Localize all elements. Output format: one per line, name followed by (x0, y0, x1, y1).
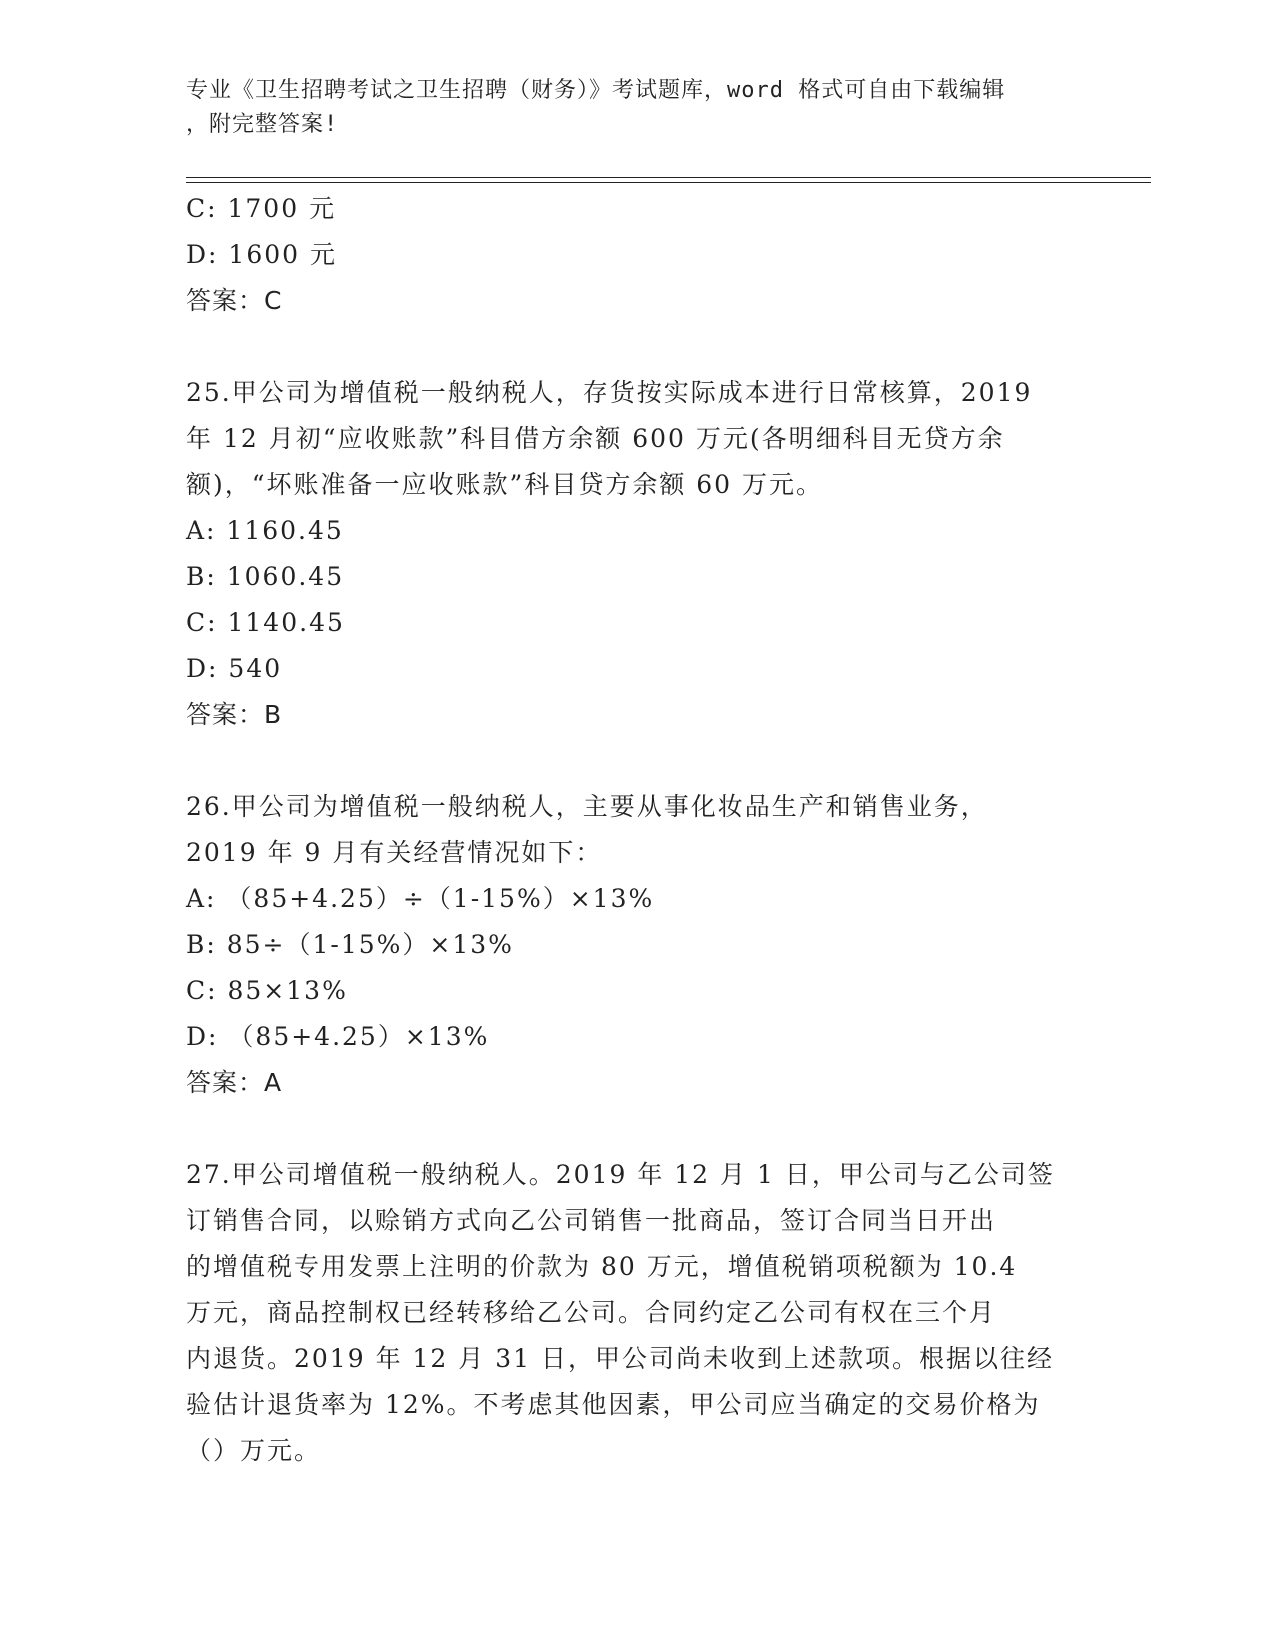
option-b: B: 85÷（1-15%）×13% (186, 930, 514, 959)
question-text-line: 年 12 月初“应收账款”科目借方余额 600 万元(各明细科目无贷方余 (186, 424, 1005, 453)
header-rule-top (186, 177, 1151, 178)
answer-line: 答案：A (186, 1068, 283, 1097)
question-text-line: 验估计退货率为 12%。不考虑其他因素，甲公司应当确定的交易价格为 (186, 1390, 1041, 1419)
question-text-line: 的增值税专用发票上注明的价款为 80 万元，增值税销项税额为 10.4 (186, 1252, 1018, 1281)
question-text-line: 27.甲公司增值税一般纳税人。2019 年 12 月 1 日，甲公司与乙公司签 (186, 1160, 1055, 1189)
question-text-line: 万元，商品控制权已经转移给乙公司。合同约定乙公司有权在三个月 (186, 1298, 997, 1327)
header-line-1: 专业《卫生招聘考试之卫生招聘（财务）》考试题库，word 格式可自由下载编辑 (186, 78, 1006, 103)
question-text-line: 2019 年 9 月有关经营情况如下： (186, 838, 603, 867)
option-c: C: 1140.45 (186, 608, 345, 637)
document-body (186, 186, 1086, 1474)
option-b: B: 1060.45 (186, 562, 345, 591)
header-rule-bottom (186, 182, 1151, 183)
question-27 (186, 1152, 1086, 1474)
option-d: D: 540 (186, 654, 283, 683)
option-c: C: 1700 元 (186, 194, 337, 223)
question-25 (186, 370, 1086, 738)
option-a: A: （85+4.25）÷（1-15%）×13% (186, 884, 655, 913)
question-text-line: 26.甲公司为增值税一般纳税人，主要从事化妆品生产和销售业务， (186, 792, 988, 821)
question-text-line: 订销售合同，以赊销方式向乙公司销售一批商品，签订合同当日开出 (186, 1206, 997, 1235)
question-text-line: 25.甲公司为增值税一般纳税人，存货按实际成本进行日常核算，2019 (186, 378, 1033, 407)
question-26 (186, 784, 1086, 1106)
option-d: D: 1600 元 (186, 240, 337, 269)
header-line-2: ，附完整答案! (186, 112, 339, 137)
question-text-line: 额)，“坏账准备一应收账款”科目贷方余额 60 万元。 (186, 470, 824, 499)
option-d: D: （85+4.25）×13% (186, 1022, 490, 1051)
answer-line: 答案：C (186, 286, 283, 315)
answer-line: 答案：B (186, 700, 283, 729)
prev-question-block (186, 186, 1086, 324)
option-a: A: 1160.45 (186, 516, 344, 545)
document-header (186, 74, 1066, 142)
question-text-line: （）万元。 (186, 1436, 322, 1465)
option-c: C: 85×13% (186, 976, 348, 1005)
question-text-line: 内退货。2019 年 12 月 31 日，甲公司尚未收到上述款项。根据以往经 (186, 1344, 1054, 1373)
